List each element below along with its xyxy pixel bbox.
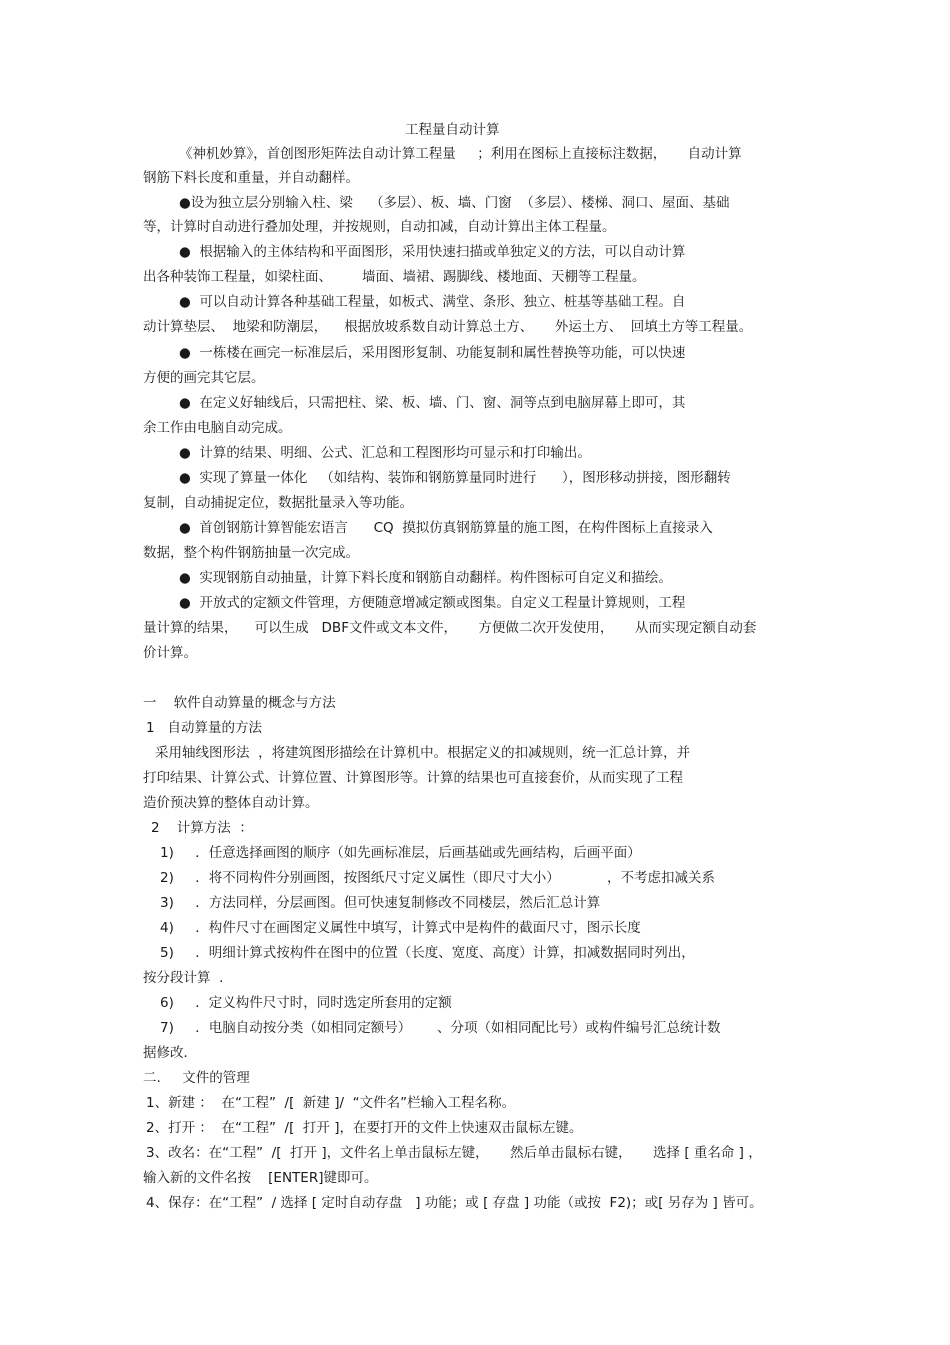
bullet-line: 出各种装饰工程量，如梁柱面、 墙面、墙裙、踢脚线、楼地面、天棚等工程量。 [143,269,646,285]
section-heading: 一 软件自动算量的概念与方法 [143,695,336,711]
bullet-line: 余工作由电脑自动完成。 [143,420,292,436]
bullet-line: ● 可以自动计算各种基础工程量，如板式、满堂、条形、独立、桩基等基础工程。自 [179,294,686,310]
bullet-line: ● 计算的结果、明细、公式、汇总和工程图形均可显示和打印输出。 [179,445,591,461]
bullet-line: 动计算垫层、 地梁和防潮层， 根据放坡系数自动计算总土方、 外运土方、 回填土方等工程量。 [143,319,753,335]
bullet-line: 数据，整个构件钢筋抽量一次完成。 [143,545,359,561]
subsection-heading: 1 自动算量的方法 [146,720,262,736]
step-line: 3) ．方法同样，分层画图。但可快速复制修改不同楼层，然后汇总计算 [160,895,601,911]
bullet-line: ●设为独立层分别输入柱、梁 （多层）、板、墙、门窗 （多层）、楼梯、洞口、屋面、基础 [179,195,730,211]
list-item: 1、新建 ： 在“工程” /[ 新建 ]/ “文件名”栏输入工程名称。 [146,1095,516,1111]
bullet-line: 量计算的结果， 可以生成 DBF文件或文本文件， 方便做二次开发使用， 从而实现定额自动套 [143,620,757,636]
step-line: 2) ．将不同构件分别画图，按图纸尺寸定义属性（即尺寸大小） ，不考虑扣减关系 [160,870,716,886]
paragraph-line: 采用轴线图形法 ，将建筑图形描绘在计算机中。根据定义的扣减规则，统一汇总计算，并 [155,745,691,761]
bullet-line: 等，计算时自动进行叠加处理，并按规则，自动扣减，自动计算出主体工程量。 [143,219,616,235]
bullet-line: ● 实现钢筋自动抽量，计算下料长度和钢筋自动翻样。构件图标可自定义和描绘。 [179,570,672,586]
step-line: 7) ．电脑自动按分类（如相同定额号） 、分项（如相同配比号）或构件编号汇总统计数 [160,1020,721,1036]
bullet-line: 复制，自动捕捉定位，数据批量录入等功能。 [143,495,413,511]
step-line: 1) ．任意选择画图的顺序（如先画标准层，后画基础或先画结构，后画平面） [160,845,641,861]
intro-line: 《神机妙算》，首创图形矩阵法自动计算工程量 ；利用在图标上直接标注数据， 自动计算 [179,146,742,162]
section-heading: 二. 文件的管理 [143,1070,250,1086]
bullet-line: ● 首创钢筋计算智能宏语言 CQ 摸拟仿真钢筋算量的施工图，在构件图标上直接录入 [179,520,713,536]
step-line: 5) ．明细计算式按构件在图中的位置（长度、宽度、高度）计算，扣减数据同时列出， [160,945,695,961]
bullet-line: ● 在定义好轴线后，只需把柱、梁、板、墙、门、窗、洞等点到电脑屏幕上即可，其 [179,395,686,411]
list-item: 3、改名：在“工程” /[ 打开 ]，文件名上单击鼠标左键， 然后单击鼠标右键， 选择 [ 重名命 ] ， [146,1145,762,1161]
list-item: 4、保存：在“工程” / 选择 [ 定时自动存盘 ] 功能；或 [ 存盘 ] 功能（或按 F2)；或[ 另存为 ] 皆可。 [146,1195,763,1211]
step-line: 按分段计算 . [143,970,224,986]
list-item: 输入新的文件名按 [ENTER]键即可。 [143,1170,378,1186]
step-line: 6) ．定义构件尺寸时，同时选定所套用的定额 [160,995,452,1011]
step-line: 据修改． [143,1045,197,1061]
subsection-heading: 2 计算方法 ： [151,820,253,836]
paragraph-line: 打印结果、计算公式、计算位置、计算图形等。计算的结果也可直接套价，从而实现了工程 [143,770,683,786]
bullet-line: ● 实现了算量一体化 （如结构、装饰和钢筋算量同时进行 ），图形移动拼接，图形翻转 [179,470,731,486]
bullet-line: ● 开放式的定额文件管理，方便随意增减定额或图集。自定义工程量计算规则，工程 [179,595,686,611]
list-item: 2、打开 ： 在“工程” /[ 打开 ]，在要打开的文件上快速双击鼠标左键。 [146,1120,583,1136]
bullet-line: ● 一栋楼在画完一标准层后，采用图形复制、功能复制和属性替换等功能，可以快速 [179,345,686,361]
intro-line: 钢筋下料长度和重量，并自动翻样。 [143,170,359,186]
bullet-line: 方便的画完其它层。 [143,370,265,386]
bullet-line: ● 根据输入的主体结构和平面图形，采用快速扫描或单独定义的方法，可以自动计算 [179,244,686,260]
bullet-line: 价计算。 [143,645,197,661]
paragraph-line: 造价预决算的整体自动计算。 [143,795,319,811]
step-line: 4) ．构件尺寸在画图定义属性中填写，计算式中是构件的截面尺寸，图示长度 [160,920,641,936]
page-title: 工程量自动计算 [405,122,500,138]
